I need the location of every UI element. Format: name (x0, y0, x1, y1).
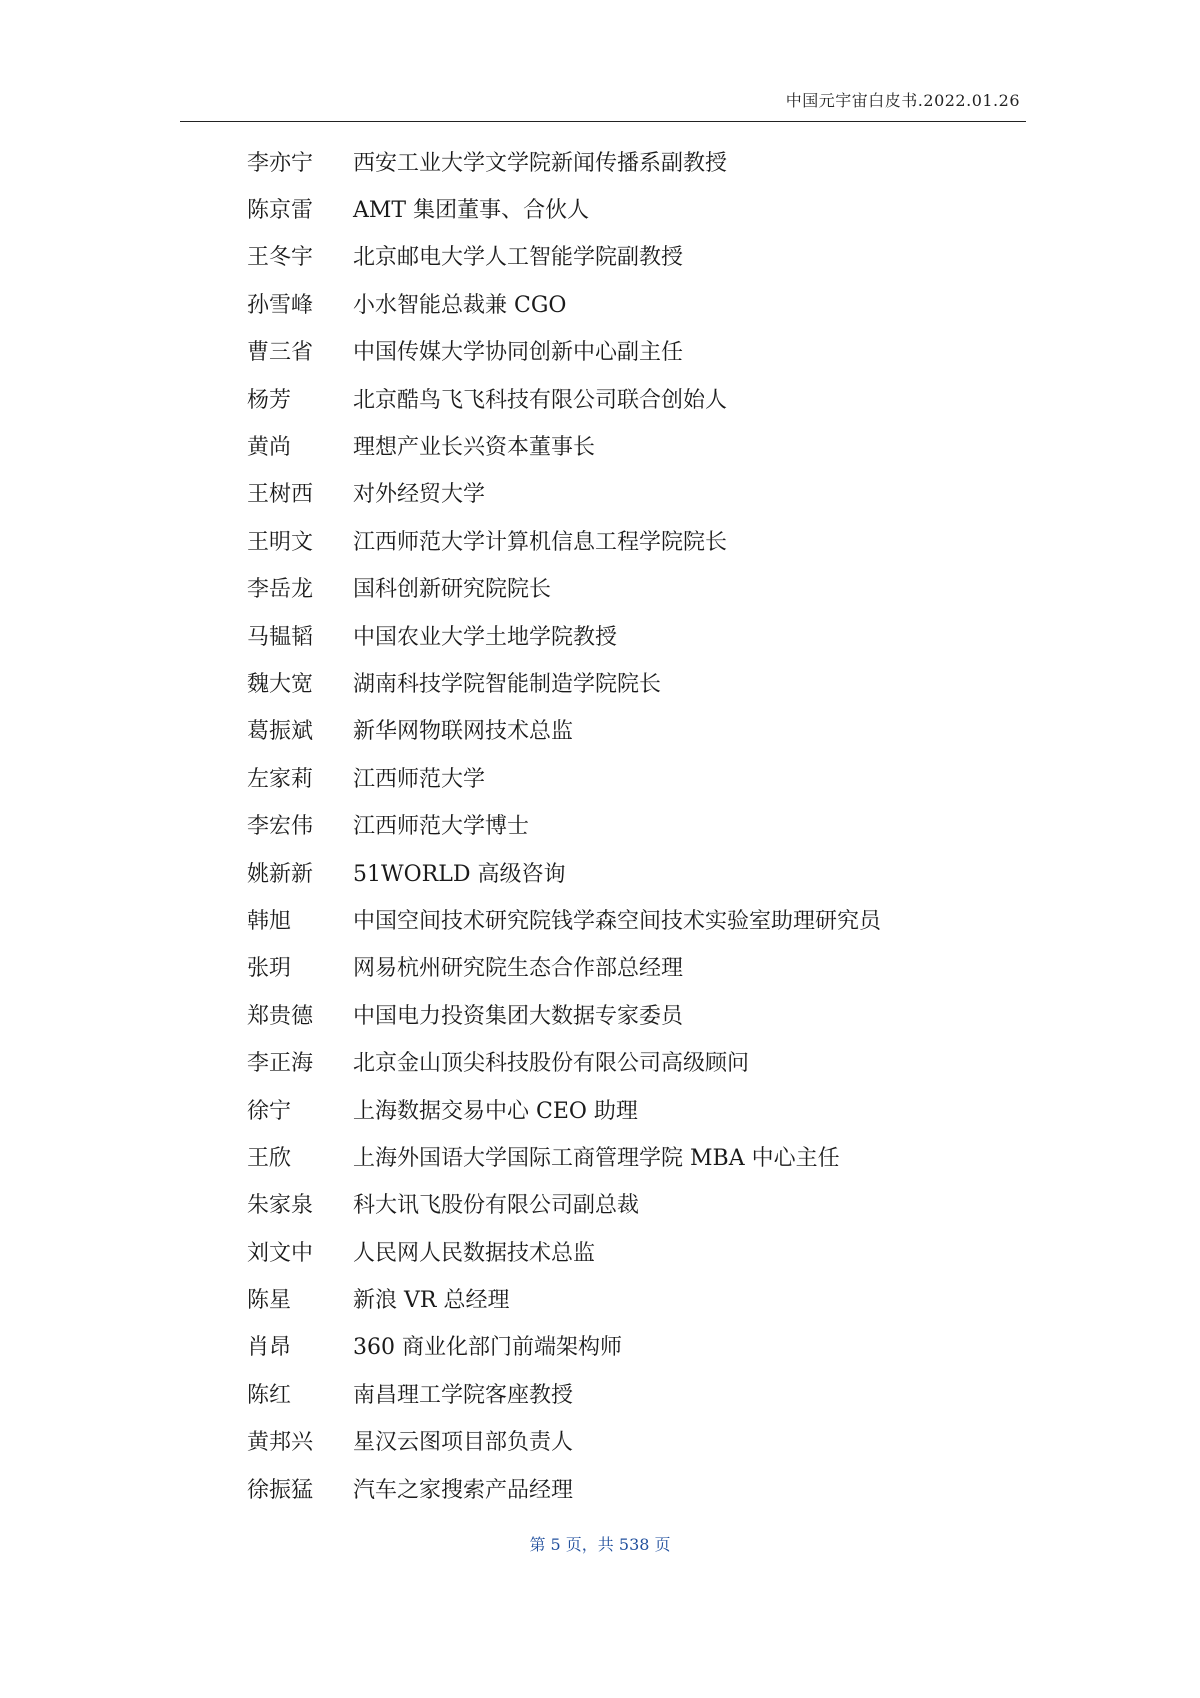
member-title: 中国传媒大学协同创新中心副主任 (353, 340, 684, 366)
member-row (247, 1088, 1047, 1135)
member-name: 李宏伟 (247, 814, 314, 840)
member-row (247, 377, 1047, 424)
member-row (247, 330, 1047, 377)
member-name: 陈星 (247, 1288, 292, 1314)
member-title: 51WORLD 高级咨询 (353, 861, 566, 887)
member-row (247, 709, 1047, 756)
member-name: 李亦宁 (247, 150, 314, 176)
member-name: 肖昂 (247, 1335, 292, 1361)
member-title: 江西师范大学 (353, 766, 486, 792)
page-header (180, 80, 1026, 122)
member-row (247, 472, 1047, 519)
member-row (247, 1230, 1047, 1277)
member-title: 对外经贸大学 (353, 482, 486, 508)
member-name: 陈红 (247, 1382, 292, 1408)
member-name: 张玥 (247, 956, 292, 982)
member-row (247, 424, 1047, 471)
member-name: 孙雪峰 (247, 292, 314, 318)
member-row (247, 140, 1047, 187)
member-row (247, 898, 1047, 945)
member-name: 魏大宽 (247, 671, 314, 697)
member-title: 汽车之家搜索产品经理 (353, 1477, 574, 1503)
member-title: 新华网物联网技术总监 (353, 719, 574, 745)
member-row (247, 1040, 1047, 1087)
member-row (247, 614, 1047, 661)
member-name: 王冬宇 (247, 245, 314, 271)
member-name: 葛振斌 (247, 719, 314, 745)
member-title: 上海外国语大学国际工商管理学院 MBA 中心主任 (353, 1145, 840, 1171)
member-row (247, 519, 1047, 566)
member-name: 王树西 (247, 482, 314, 508)
member-row (247, 1277, 1047, 1324)
member-row (247, 1467, 1047, 1514)
member-name: 黄邦兴 (247, 1430, 314, 1456)
member-title: 网易杭州研究院生态合作部总经理 (353, 956, 684, 982)
member-row (247, 993, 1047, 1040)
member-title: AMT 集团董事、合伙人 (353, 198, 590, 224)
member-title: 新浪 VR 总经理 (353, 1288, 510, 1314)
member-title: 湖南科技学院智能制造学院院长 (353, 671, 662, 697)
member-title: 上海数据交易中心 CEO 助理 (353, 1098, 638, 1124)
member-row (247, 1325, 1047, 1372)
member-row (247, 567, 1047, 614)
member-row (247, 1183, 1047, 1230)
member-title: 北京金山顶尖科技股份有限公司高级顾问 (353, 1051, 750, 1077)
member-title: 西安工业大学文学院新闻传播系副教授 (353, 150, 728, 176)
member-title: 北京邮电大学人工智能学院副教授 (353, 245, 684, 271)
member-name: 李岳龙 (247, 577, 314, 603)
member-name: 姚新新 (247, 861, 314, 887)
member-title: 江西师范大学博士 (353, 814, 530, 840)
member-name: 杨芳 (247, 387, 292, 413)
member-title: 星汉云图项目部负责人 (353, 1430, 574, 1456)
member-title: 360 商业化部门前端架构师 (353, 1335, 622, 1361)
header-title: 中国元宇宙白皮书.2022.01.26 (785, 91, 1020, 110)
member-title: 北京酷鸟飞飞科技有限公司联合创始人 (353, 387, 728, 413)
member-name: 朱家泉 (247, 1193, 314, 1219)
member-title: 中国电力投资集团大数据专家委员 (353, 1003, 684, 1029)
member-row (247, 1420, 1047, 1467)
member-row (247, 803, 1047, 850)
member-row (247, 661, 1047, 708)
member-title: 理想产业长兴资本董事长 (353, 435, 596, 461)
member-row (247, 187, 1047, 234)
member-title: 人民网人民数据技术总监 (353, 1240, 596, 1266)
member-title: 中国空间技术研究院钱学森空间技术实验室助理研究员 (353, 908, 882, 934)
member-name: 徐振猛 (247, 1477, 314, 1503)
member-title: 小水智能总裁兼 CGO (353, 292, 567, 318)
member-name: 郑贵德 (247, 1003, 314, 1029)
member-title: 科大讯飞股份有限公司副总裁 (353, 1193, 640, 1219)
member-row (247, 946, 1047, 993)
member-name: 左家莉 (247, 766, 314, 792)
member-name: 黄尚 (247, 435, 292, 461)
member-name: 王欣 (247, 1145, 292, 1171)
member-name: 韩旭 (247, 908, 292, 934)
member-name: 陈京雷 (247, 198, 314, 224)
member-row (247, 235, 1047, 282)
member-name: 刘文中 (247, 1240, 314, 1266)
member-row (247, 1372, 1047, 1419)
member-name: 王明文 (247, 529, 314, 555)
member-title: 国科创新研究院院长 (353, 577, 552, 603)
member-row (247, 851, 1047, 898)
member-name: 马韫韬 (247, 624, 314, 650)
member-list (247, 140, 1047, 1514)
member-row (247, 756, 1047, 803)
member-row (247, 282, 1047, 329)
member-name: 曹三省 (247, 340, 314, 366)
member-title: 南昌理工学院客座教授 (353, 1382, 574, 1408)
page-number: 第 5 页，共 538 页 (529, 1535, 671, 1554)
member-name: 李正海 (247, 1051, 314, 1077)
member-row (247, 1135, 1047, 1182)
member-title: 江西师范大学计算机信息工程学院院长 (353, 529, 728, 555)
member-name: 徐宁 (247, 1098, 292, 1124)
member-title: 中国农业大学土地学院教授 (353, 624, 618, 650)
